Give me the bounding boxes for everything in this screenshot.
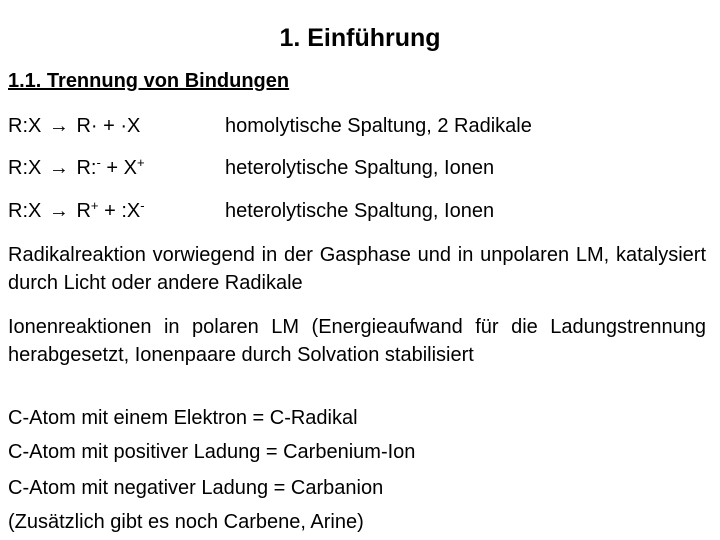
reaction-formula [8,197,145,225]
paragraph-ionic-reaction: Ionenreaktionen in polaren LM (Energieaufwand für die Ladungstrennung herabgesetzt, Ionenpaare durch Solvation stabilisiert [8,316,706,366]
reaction-description: homolytische Spaltung, 2 Radikale [225,115,532,137]
reaction-description: heterolytische Spaltung, Ionen [225,157,495,179]
reaction-description: heterolytische Spaltung, Ionen [225,200,495,222]
reactant: R:X [8,157,42,179]
product-anion: :X [121,200,141,222]
paragraph-radical-reaction: Radikalreaktion vorwiegend in der Gasphase und in unpolaren LM, katalysiert durch Licht oder andere Radikale [8,244,706,294]
products: R· + ·X [76,115,141,137]
product-anion: R: [76,157,97,179]
plus-sign: + [104,200,116,222]
charge-label: + [90,198,99,213]
charge-label: + [136,155,145,170]
reactant: R:X [8,200,42,222]
plus-sign: + [106,157,119,179]
charge-label: - [96,155,101,170]
product-cation: R [76,200,91,222]
arrow-icon: → [48,200,69,222]
product-cation: X [123,157,137,179]
reaction-formula [8,154,145,182]
arrow-icon: → [48,115,69,137]
reaction-formula [8,112,140,140]
definition-line-radical: C-Atom mit einem Elektron = C-Radikal [8,407,358,429]
definition-line-carbenium: C-Atom mit positiver Ladung = Carbenium-Ion [8,441,416,463]
charge-label: - [140,198,145,213]
arrow-icon: → [48,157,69,179]
section-subtitle: 1.1. Trennung von Bindungen [8,70,290,92]
definition-line-carbenes: (Zusätzlich gibt es noch Carbene, Arine) [8,511,364,533]
reactant: R:X [8,115,42,137]
slide-title: 1. Einführung [279,24,441,52]
definition-line-carbanion: C-Atom mit negativer Ladung = Carbanion [8,477,384,499]
